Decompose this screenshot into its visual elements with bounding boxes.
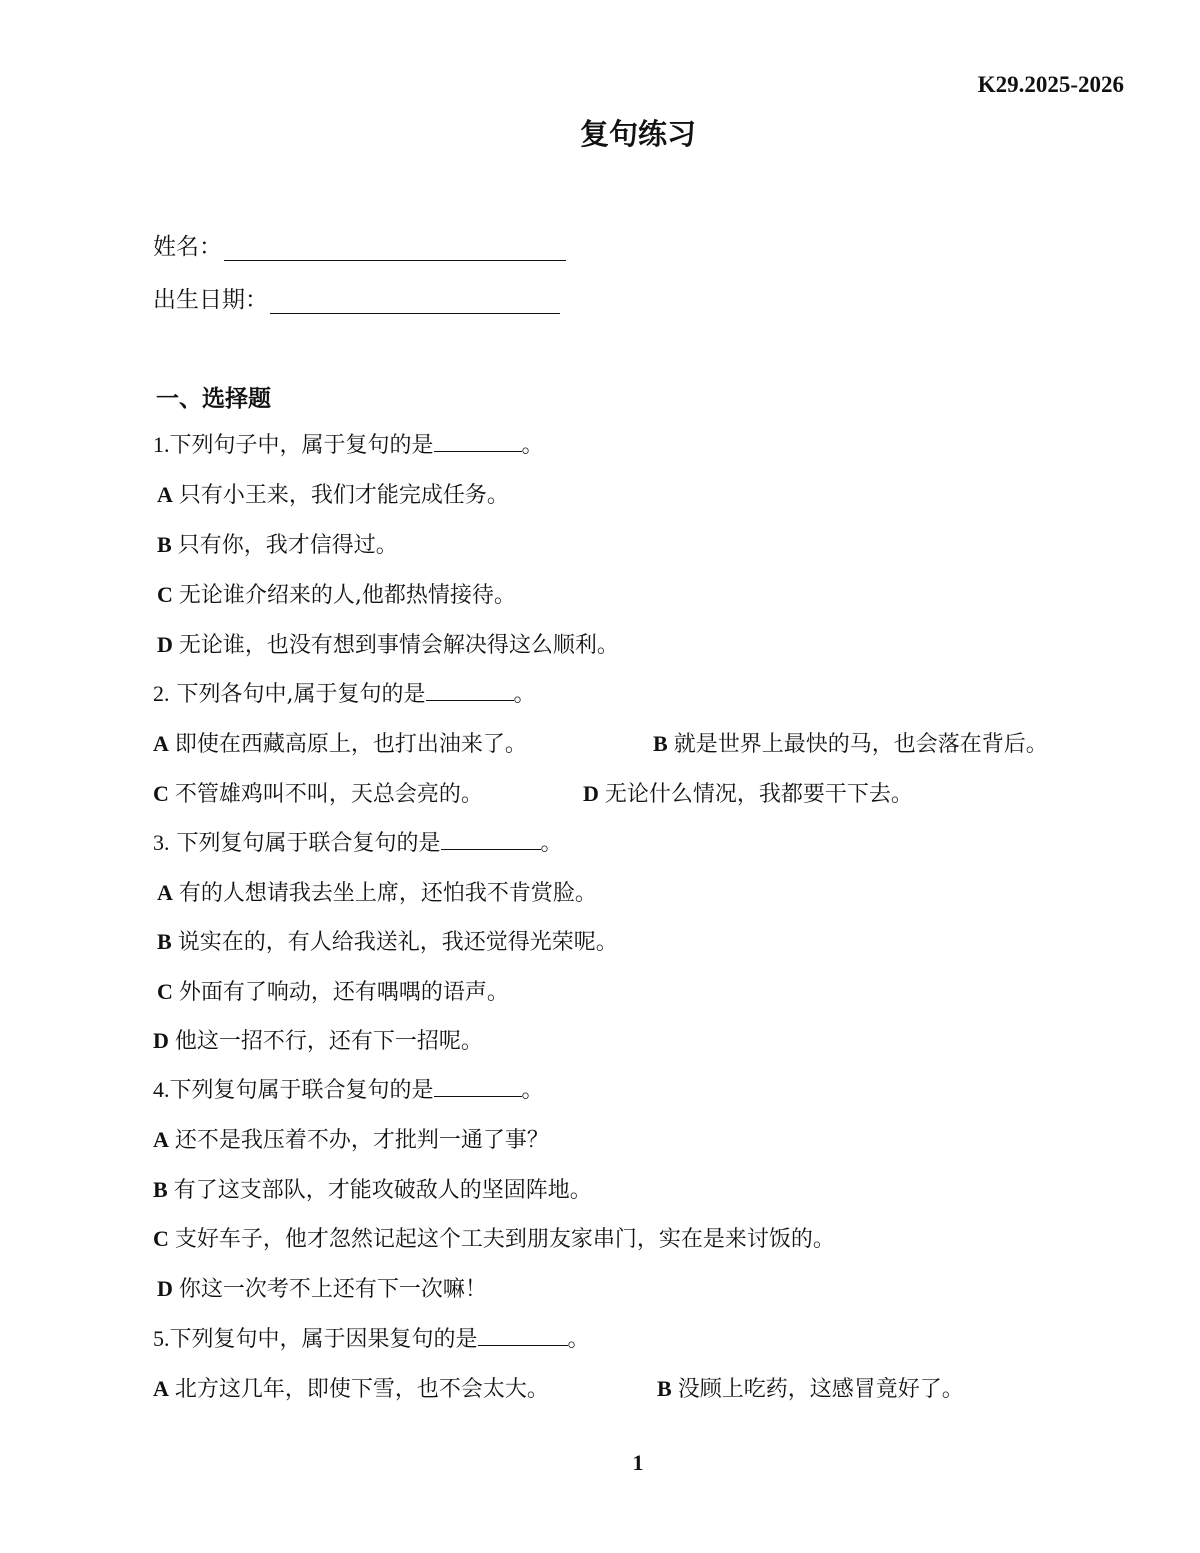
option-text: 不管雄鸡叫不叫，天总会亮的。: [174, 782, 483, 807]
option-label: A: [157, 482, 173, 507]
option-text: 你这一次考不上还有下一次嘛！: [178, 1277, 487, 1302]
option-text: 北方这几年，即使下雪，也不会太大。: [174, 1377, 549, 1402]
question-end: 。: [521, 433, 544, 458]
option-1c: [157, 580, 516, 611]
name-blank[interactable]: [224, 238, 566, 261]
option-text: 有的人想请我去坐上席，还怕我不肯赏脸。: [178, 881, 597, 906]
birth-date-blank[interactable]: [270, 291, 560, 314]
option-label: D: [157, 632, 173, 657]
option-2c: [153, 779, 483, 810]
question-number: 2.: [153, 681, 170, 706]
question-3: [153, 828, 563, 859]
name-field: [153, 228, 566, 261]
question-end: 。: [513, 682, 536, 707]
option-label: A: [157, 880, 173, 905]
option-label: B: [157, 929, 172, 954]
option-text: 无论谁介绍来的人,他都热情接待。: [178, 583, 516, 608]
option-2d: [583, 779, 913, 810]
option-text: 没顾上吃药，这感冒竟好了。: [677, 1377, 964, 1402]
option-label: D: [153, 1028, 169, 1053]
answer-blank[interactable]: [478, 1325, 568, 1346]
option-text: 无论谁，也没有想到事情会解决得这么顺利。: [178, 633, 619, 658]
question-number: 4.: [153, 1077, 170, 1102]
option-text: 无论什么情况，我都要干下去。: [604, 782, 913, 807]
option-label: B: [657, 1376, 672, 1401]
page-title: 复句练习: [579, 117, 696, 151]
birth-date-field: [153, 281, 560, 314]
option-1b: [157, 530, 398, 561]
option-label: D: [157, 1276, 173, 1301]
option-5a: [153, 1374, 549, 1405]
option-label: A: [153, 731, 169, 756]
question-end: 。: [540, 831, 563, 856]
question-stem: 下列复句中，属于因果复句的是: [169, 1327, 478, 1352]
option-label: B: [157, 532, 172, 557]
option-3a: [157, 878, 597, 909]
option-label: A: [153, 1127, 169, 1152]
question-end: 。: [567, 1327, 590, 1352]
question-4: [153, 1075, 544, 1106]
section-title: 一、选择题: [156, 386, 271, 412]
answer-blank[interactable]: [426, 680, 514, 701]
option-text: 还不是我压着不办，才批判一通了事？: [174, 1128, 549, 1153]
option-text: 即使在西藏高原上，也打出油来了。: [174, 732, 527, 757]
option-label: C: [153, 1226, 169, 1251]
option-text: 就是世界上最快的马，也会落在背后。: [673, 732, 1048, 757]
option-label: C: [157, 582, 173, 607]
option-4b: [153, 1175, 592, 1206]
option-label: C: [157, 979, 173, 1004]
option-3b: [157, 927, 618, 958]
question-stem: 下列复句属于联合复句的是: [176, 831, 441, 856]
answer-blank[interactable]: [434, 431, 522, 452]
question-end: 。: [521, 1078, 544, 1103]
option-text: 只有你，我才信得过。: [177, 533, 398, 558]
option-5b: [657, 1374, 964, 1405]
option-label: D: [583, 781, 599, 806]
birth-date-label: 出生日期：: [153, 287, 268, 313]
option-label: C: [153, 781, 169, 806]
option-3c: [157, 977, 509, 1008]
option-3d: [153, 1026, 483, 1057]
question-number: 3.: [153, 830, 170, 855]
option-2b: [653, 729, 1048, 760]
question-stem: 下列句子中，属于复句的是: [169, 433, 434, 458]
option-label: A: [153, 1376, 169, 1401]
answer-blank[interactable]: [441, 829, 541, 850]
answer-blank[interactable]: [434, 1076, 522, 1097]
option-4a: [153, 1125, 549, 1156]
page-number: 1: [632, 1450, 644, 1475]
question-stem: 下列各句中,属于复句的是: [176, 682, 426, 707]
option-4d: [157, 1274, 487, 1305]
question-number: 5.: [153, 1326, 170, 1351]
question-number: 1.: [153, 432, 170, 457]
question-1: [153, 430, 544, 461]
option-2a: [153, 729, 527, 760]
option-text: 外面有了响动，还有喁喁的语声。: [178, 980, 509, 1005]
question-2: [153, 679, 536, 710]
name-label: 姓名：: [153, 234, 222, 260]
option-text: 有了这支部队，才能攻破敌人的坚固阵地。: [173, 1178, 592, 1203]
option-text: 说实在的，有人给我送礼，我还觉得光荣呢。: [177, 930, 618, 955]
option-text: 他这一招不行，还有下一招呢。: [174, 1029, 483, 1054]
document-code: K29.2025-2026: [977, 72, 1124, 97]
option-1a: [157, 480, 509, 511]
option-1d: [157, 630, 619, 661]
option-text: 支好车子，他才忽然记起这个工夫到朋友家串门，实在是来讨饭的。: [174, 1227, 835, 1252]
question-5: [153, 1324, 590, 1355]
option-text: 只有小王来，我们才能完成任务。: [178, 483, 509, 508]
option-4c: [153, 1224, 835, 1255]
question-stem: 下列复句属于联合复句的是: [169, 1078, 434, 1103]
option-label: B: [153, 1177, 168, 1202]
option-label: B: [653, 731, 668, 756]
